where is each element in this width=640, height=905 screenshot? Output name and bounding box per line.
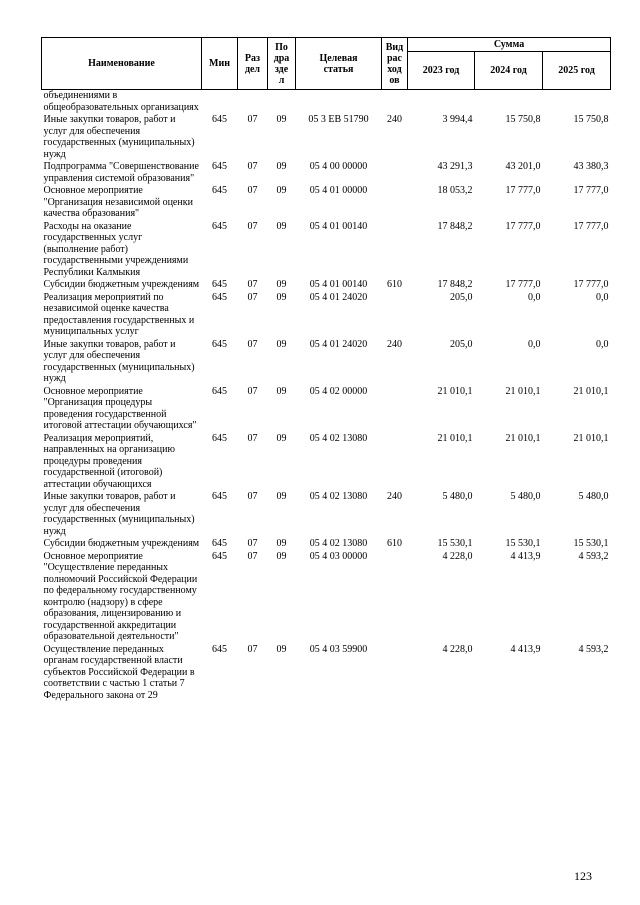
row-2025: 21 010,1	[573, 385, 609, 397]
row-2023: 4 228,0	[442, 550, 473, 562]
row-target: 05 4 02 13080	[309, 432, 368, 444]
row-2024: 21 010,1	[505, 385, 541, 397]
row-name: Субсидии бюджетным учреждениям	[43, 538, 200, 549]
row-podrazdel: 09	[276, 643, 287, 655]
row-razdel: 07	[247, 643, 258, 655]
row-min: 645	[212, 185, 227, 196]
row-podrazdel: 09	[276, 279, 287, 290]
table-row	[42, 432, 611, 491]
row-podrazdel: 09	[276, 114, 287, 125]
row-name: Основное мероприятие "Осуществление переданных полномочий Российской Федерации по федеральному государственному контролю (надзору) в сфере образования, лицензированию и государственной аккредитации образовательной деятельности"	[43, 550, 198, 642]
row-target: 05 4 02 00000	[309, 385, 368, 397]
row-vid	[382, 291, 408, 338]
row-target: 05 4 03 00000	[309, 550, 368, 562]
row-min: 645	[212, 538, 227, 549]
row-name: Иные закупки товаров, работ и услуг для обеспечения государственных (муниципальных) нужд	[43, 114, 195, 160]
row-target: 05 4 02 13080	[309, 538, 368, 549]
row-2023: 3 994,4	[442, 114, 473, 125]
table-row	[42, 184, 611, 220]
row-vid	[382, 643, 408, 702]
header-target: Целевая статья	[296, 38, 382, 90]
row-name: Иные закупки товаров, работ и услуг для обеспечения государственных (муниципальных) нужд	[43, 491, 195, 537]
row-2025: 21 010,1	[573, 432, 609, 444]
row-target: 05 4 01 24020	[309, 338, 368, 350]
row-vid: 610	[387, 279, 402, 290]
row-min: 645	[212, 291, 227, 303]
row-2023: 21 010,1	[437, 385, 473, 397]
row-name: Реализация мероприятий, направленных на организацию процедуры проведения государственной (итоговой) аттестации обучающихся	[43, 432, 175, 490]
row-2025: 0,0	[596, 291, 609, 303]
row-target: 05 4 01 24020	[309, 291, 368, 303]
budget-table	[41, 37, 611, 701]
row-2024: 4 413,9	[510, 550, 541, 562]
row-min: 645	[212, 220, 227, 232]
row-vid: 240	[387, 491, 402, 502]
row-name: Основное мероприятие "Организация независимой оценки качества образования"	[43, 185, 193, 219]
row-vid	[382, 220, 408, 279]
table-row	[42, 113, 611, 160]
row-target: 05 4 02 13080	[309, 491, 368, 502]
row-podrazdel: 09	[276, 185, 287, 196]
header-razdel: Раз дел	[238, 38, 268, 90]
table-row	[42, 220, 611, 279]
row-2024: 17 777,0	[505, 185, 541, 196]
row-2025: 17 777,0	[573, 279, 609, 290]
row-razdel: 07	[247, 291, 258, 303]
row-podrazdel: 09	[276, 538, 287, 549]
header-podrazdel: По дра зде л	[268, 38, 296, 90]
row-vid: 610	[387, 538, 402, 549]
row-2024: 15 530,1	[505, 538, 541, 549]
row-name: Реализация мероприятий по независимой оценке качества предоставления государственных и муниципальных услуг	[43, 291, 195, 337]
row-razdel: 07	[247, 491, 258, 502]
row-min: 645	[212, 432, 227, 444]
table-row	[42, 278, 611, 291]
header-2023: 2023 год	[408, 52, 475, 90]
row-2025: 4 593,2	[578, 643, 609, 655]
row-podrazdel: 09	[276, 220, 287, 232]
row-razdel: 07	[247, 385, 258, 397]
row-vid: 240	[387, 114, 402, 125]
row-2025: 0,0	[596, 338, 609, 350]
row-min: 645	[212, 643, 227, 655]
row-target: 05 4 00 00000	[309, 161, 368, 172]
page-number: 123	[574, 869, 592, 883]
row-razdel: 07	[247, 538, 258, 549]
row-vid	[382, 160, 408, 184]
row-razdel: 07	[247, 338, 258, 350]
row-2023: 43 291,3	[437, 161, 473, 172]
row-2023: 18 053,2	[437, 185, 473, 196]
row-vid	[382, 184, 408, 220]
row-2023: 15 530,1	[437, 538, 473, 549]
row-2023: 21 010,1	[437, 432, 473, 444]
row-podrazdel: 09	[276, 291, 287, 303]
row-razdel: 07	[247, 185, 258, 196]
header-2025: 2025 год	[543, 52, 611, 90]
row-podrazdel: 09	[276, 491, 287, 502]
row-vid	[382, 550, 408, 643]
row-min: 645	[212, 491, 227, 502]
table-row	[42, 385, 611, 432]
header-vid: Вид рас ход ов	[382, 38, 408, 90]
row-min: 645	[212, 161, 227, 172]
row-name: Осуществление переданных органам государственной власти субъектов Российской Федерации в соответствии с частью 1 статьи 7 Федерального закона от 29	[43, 643, 195, 701]
row-podrazdel: 09	[276, 161, 287, 172]
row-razdel: 07	[247, 161, 258, 172]
row-vid	[382, 385, 408, 432]
row-2024: 0,0	[528, 338, 541, 350]
row-name: Подпрограмма "Совершенствование управления системой образования"	[43, 161, 199, 184]
row-2025: 17 777,0	[573, 220, 609, 232]
row-name: Расходы на оказание государственных услуг (выполнение работ) государственными учреждениями Республики Калмыкия	[43, 220, 189, 278]
row-2023: 205,0	[450, 338, 473, 350]
row-min: 645	[212, 114, 227, 125]
row-razdel: 07	[247, 432, 258, 444]
continuation-text: объединениями в общеобразовательных организациях	[43, 90, 199, 113]
row-razdel: 07	[247, 114, 258, 125]
row-podrazdel: 09	[276, 432, 287, 444]
table-row	[42, 490, 611, 537]
table-row	[42, 338, 611, 385]
row-2024: 15 750,8	[505, 114, 541, 125]
row-razdel: 07	[247, 279, 258, 290]
row-2024: 17 777,0	[505, 220, 541, 232]
header-min: Мин	[202, 38, 238, 90]
row-2025: 43 380,3	[573, 161, 609, 172]
row-name: Субсидии бюджетным учреждениям	[43, 279, 200, 290]
row-2024: 4 413,9	[510, 643, 541, 655]
row-2025: 5 480,0	[578, 491, 609, 502]
row-min: 645	[212, 385, 227, 397]
row-2023: 17 848,2	[437, 220, 473, 232]
row-vid	[382, 432, 408, 491]
row-2024: 5 480,0	[510, 491, 541, 502]
row-vid: 240	[387, 338, 402, 350]
row-min: 645	[212, 279, 227, 290]
table-row	[42, 537, 611, 550]
row-2023: 205,0	[450, 291, 473, 303]
row-2024: 21 010,1	[505, 432, 541, 444]
row-podrazdel: 09	[276, 338, 287, 350]
row-2023: 5 480,0	[442, 491, 473, 502]
row-2025: 15 530,1	[573, 538, 609, 549]
row-2025: 4 593,2	[578, 550, 609, 562]
table-row	[42, 643, 611, 702]
row-min: 645	[212, 338, 227, 350]
table-row	[42, 291, 611, 338]
row-name: Иные закупки товаров, работ и услуг для обеспечения государственных (муниципальных) нужд	[43, 338, 195, 384]
row-target: 05 4 01 00140	[309, 220, 368, 232]
row-2024: 0,0	[528, 291, 541, 303]
table-row	[42, 550, 611, 643]
row-2023: 4 228,0	[442, 643, 473, 655]
header-2024: 2024 год	[475, 52, 543, 90]
row-2025: 17 777,0	[573, 185, 609, 196]
header-sum: Сумма	[408, 38, 611, 52]
table-row	[42, 160, 611, 184]
header-name: Наименование	[42, 38, 202, 90]
row-2024: 17 777,0	[505, 279, 541, 290]
row-target: 05 4 03 59900	[309, 643, 368, 655]
row-2024: 43 201,0	[505, 161, 541, 172]
row-name: Основное мероприятие "Организация процедуры проведения государственной итоговой аттестации обучающихся"	[43, 385, 197, 431]
row-target: 05 3 ЕВ 51790	[308, 114, 369, 125]
document-page	[41, 37, 610, 701]
row-podrazdel: 09	[276, 550, 287, 562]
row-min: 645	[212, 550, 227, 562]
row-2025: 15 750,8	[573, 114, 609, 125]
row-razdel: 07	[247, 220, 258, 232]
row-target: 05 4 01 00000	[309, 185, 368, 196]
row-razdel: 07	[247, 550, 258, 562]
row-2023: 17 848,2	[437, 279, 473, 290]
row-target: 05 4 01 00140	[309, 279, 368, 290]
row-podrazdel: 09	[276, 385, 287, 397]
